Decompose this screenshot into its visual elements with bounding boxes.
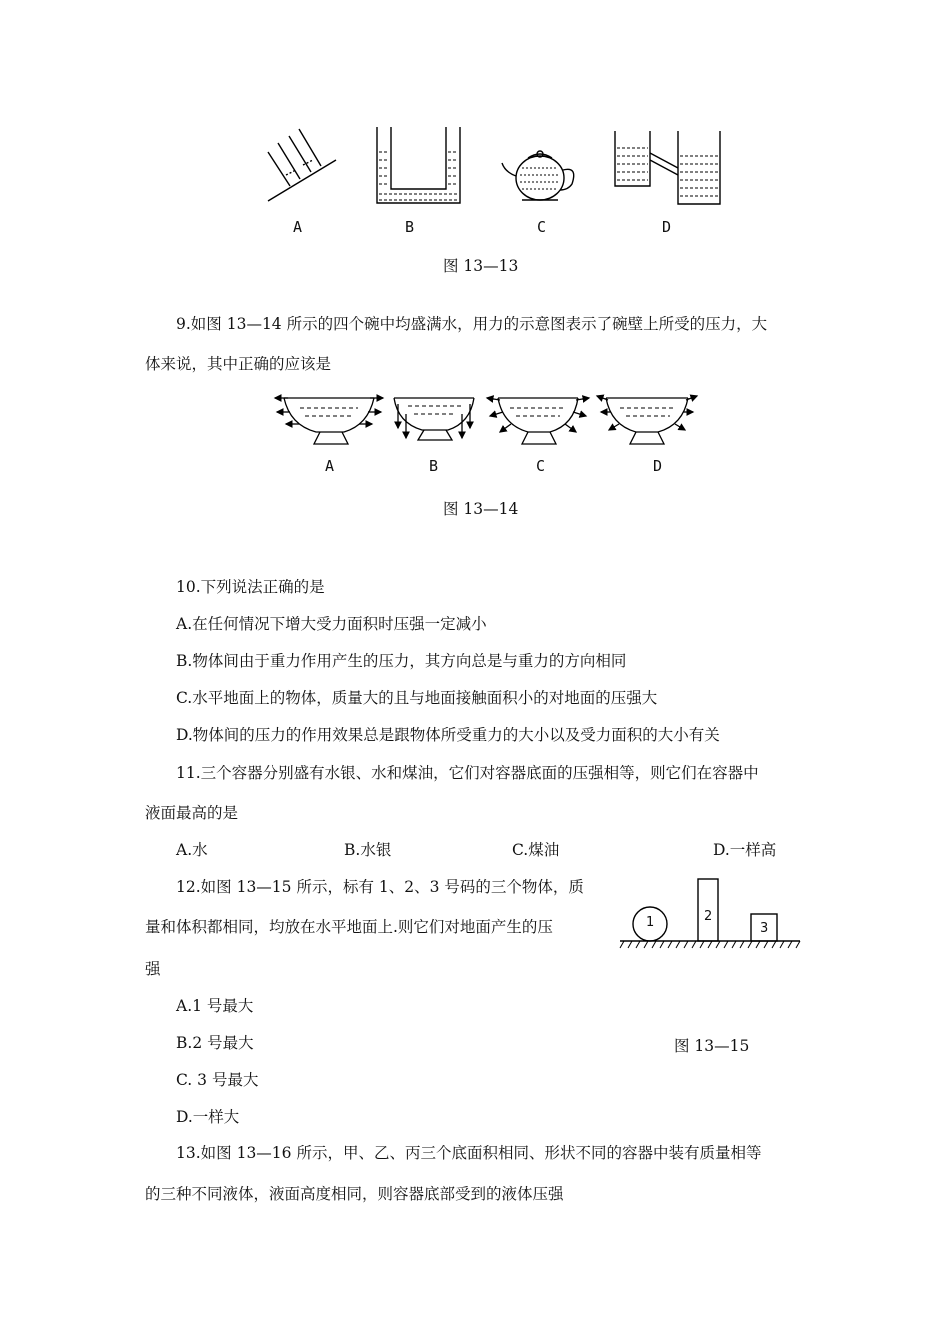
- q12-option-d: D.一样大: [176, 1108, 240, 1126]
- q11-option-a: A.水: [176, 841, 208, 859]
- object-3-label: 3: [760, 921, 769, 936]
- q13-stem-line2: 的三种不同液体，液面高度相同，则容器底部受到的液体压强: [145, 1185, 564, 1203]
- figure-13-14-label-b: B: [429, 457, 439, 475]
- object-1-label: 1: [646, 915, 655, 930]
- figure-13-14-caption: 图 13—14: [443, 500, 519, 518]
- q9-stem-line2: 体来说，其中正确的应该是: [145, 355, 332, 373]
- q12-option-b: B.2 号最大: [176, 1034, 254, 1052]
- figure-13-13-label-a: A: [293, 218, 303, 236]
- q10-option-c: C.水平地面上的物体，质量大的且与地面接触面积小的对地面的压强大: [176, 689, 658, 707]
- q9-stem-line1: 9.如图 13—14 所示的四个碗中均盛满水，用力的示意图表示了碗壁上所受的压力，大: [176, 315, 768, 333]
- figure-13-15-caption: 图 13—15: [674, 1037, 750, 1055]
- figure-13-13-label-d: D: [662, 218, 672, 236]
- q10-option-d: D.物体间的压力的作用效果总是跟物体所受重力的大小以及受力面积的大小有关: [176, 726, 720, 744]
- figure-13-13-label-b: B: [405, 218, 415, 236]
- figure-13-13-label-c: C: [537, 218, 547, 236]
- q11-option-c: C.煤油: [512, 841, 560, 859]
- q12-stem-line2: 量和体积都相同，均放在水平地面上.则它们对地面产生的压: [145, 918, 553, 936]
- figure-13-14-label-c: C: [536, 457, 546, 475]
- q10-option-a: A.在任何情况下增大受力面积时压强一定减小: [176, 615, 487, 633]
- q12-stem-line1: 12.如图 13—15 所示，标有 1、2、3 号码的三个物体，质: [176, 878, 584, 896]
- object-2-label: 2: [704, 909, 713, 924]
- q13-stem-line1: 13.如图 13—16 所示，甲、乙、丙三个底面积相同、形状不同的容器中装有质量相等: [176, 1144, 762, 1162]
- q10-stem: 10.下列说法正确的是: [176, 578, 325, 596]
- q11-stem-line1: 11.三个容器分别盛有水银、水和煤油，它们对容器底面的压强相等，则它们在容器中: [176, 764, 759, 782]
- ground-hatching: [620, 941, 800, 948]
- q10-option-b: B.物体间由于重力作用产生的压力，其方向总是与重力的方向相同: [176, 652, 627, 670]
- q11-stem-line2: 液面最高的是: [145, 804, 239, 822]
- q12-stem-line3: 强: [145, 960, 161, 978]
- q11-option-b: B.水银: [344, 841, 392, 859]
- q11-option-d: D.一样高: [713, 841, 777, 859]
- figure-13-14-label-d: D: [653, 457, 663, 475]
- q12-option-a: A.1 号最大: [176, 997, 254, 1015]
- figure-13-14-label-a: A: [325, 457, 335, 475]
- q12-option-c: C. 3 号最大: [176, 1071, 259, 1089]
- figure-13-13-caption: 图 13—13: [443, 257, 519, 275]
